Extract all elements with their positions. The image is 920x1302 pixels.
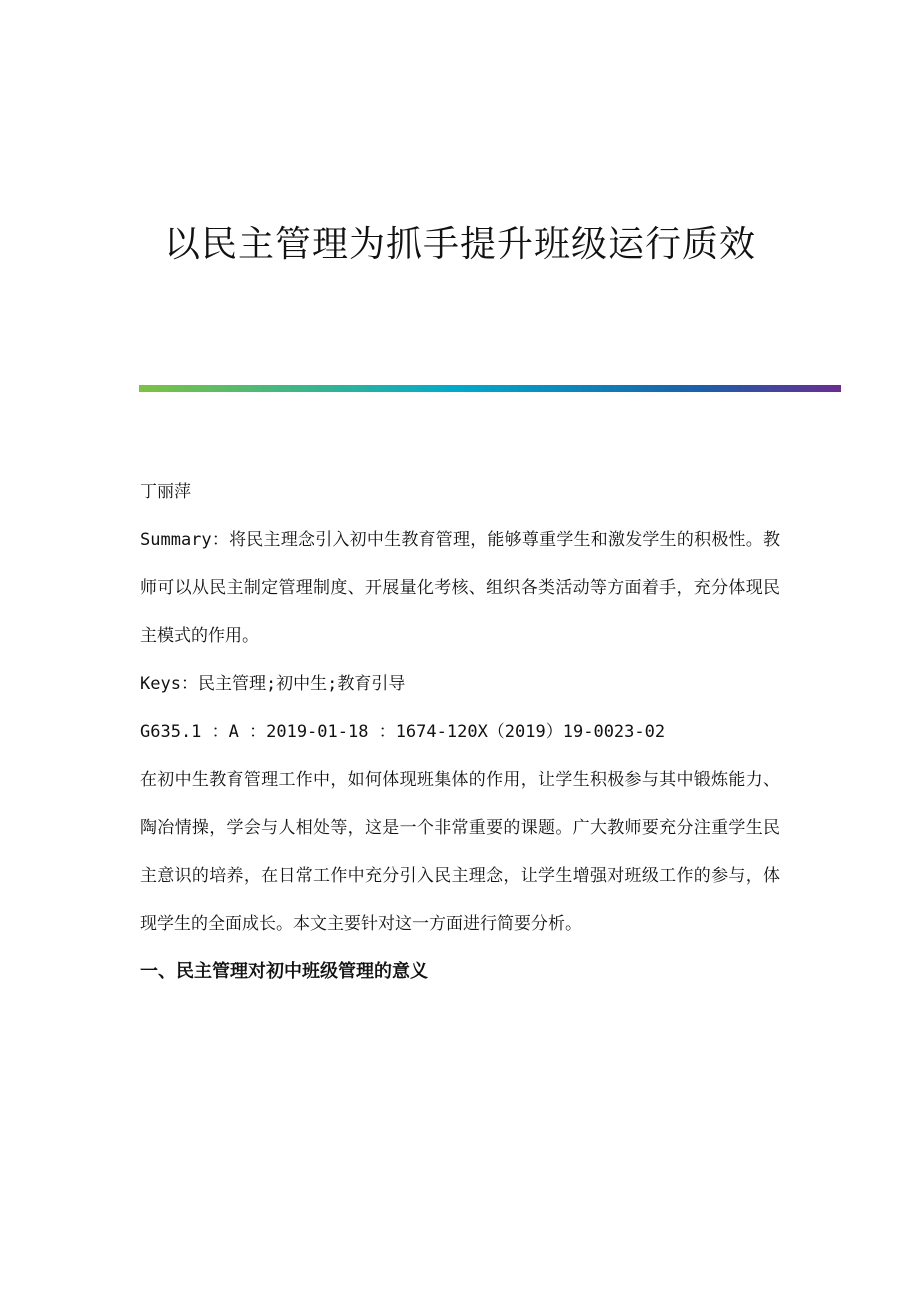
section-heading: 一、民主管理对初中班级管理的意义 — [140, 961, 428, 982]
keywords-line: Keys：民主管理;初中生;教育引导 — [140, 674, 406, 694]
classification-line: G635.1 ：A ：2019-01-18 ：1674-120X（2019）19-0023-02 — [140, 722, 666, 742]
document-title: 以民主管理为抓手提升班级运行质效 — [163, 224, 756, 265]
intro-paragraph: 在初中生教育管理工作中，如何体现班集体的作用，让学生积极参与其中锻炼能力、陶冶情操，学会与人相处等，这是一个非常重要的课题。广大教师要充分注重学生民主意识的培养，在日常工作中充分引入民主理念，让学生增强对班级工作的参与，体现学生的全面成长。本文主要针对这一方面进行简要分析。 — [140, 770, 780, 934]
author-line: 丁丽萍 — [140, 482, 191, 502]
title-divider — [139, 385, 841, 392]
summary-paragraph: Summary：将民主理念引入初中生教育管理，能够尊重学生和激发学生的积极性。教师可以从民主制定管理制度、开展量化考核、组织各类活动等方面着手，充分体现民主模式的作用。 — [140, 530, 780, 646]
document-body — [140, 468, 780, 996]
